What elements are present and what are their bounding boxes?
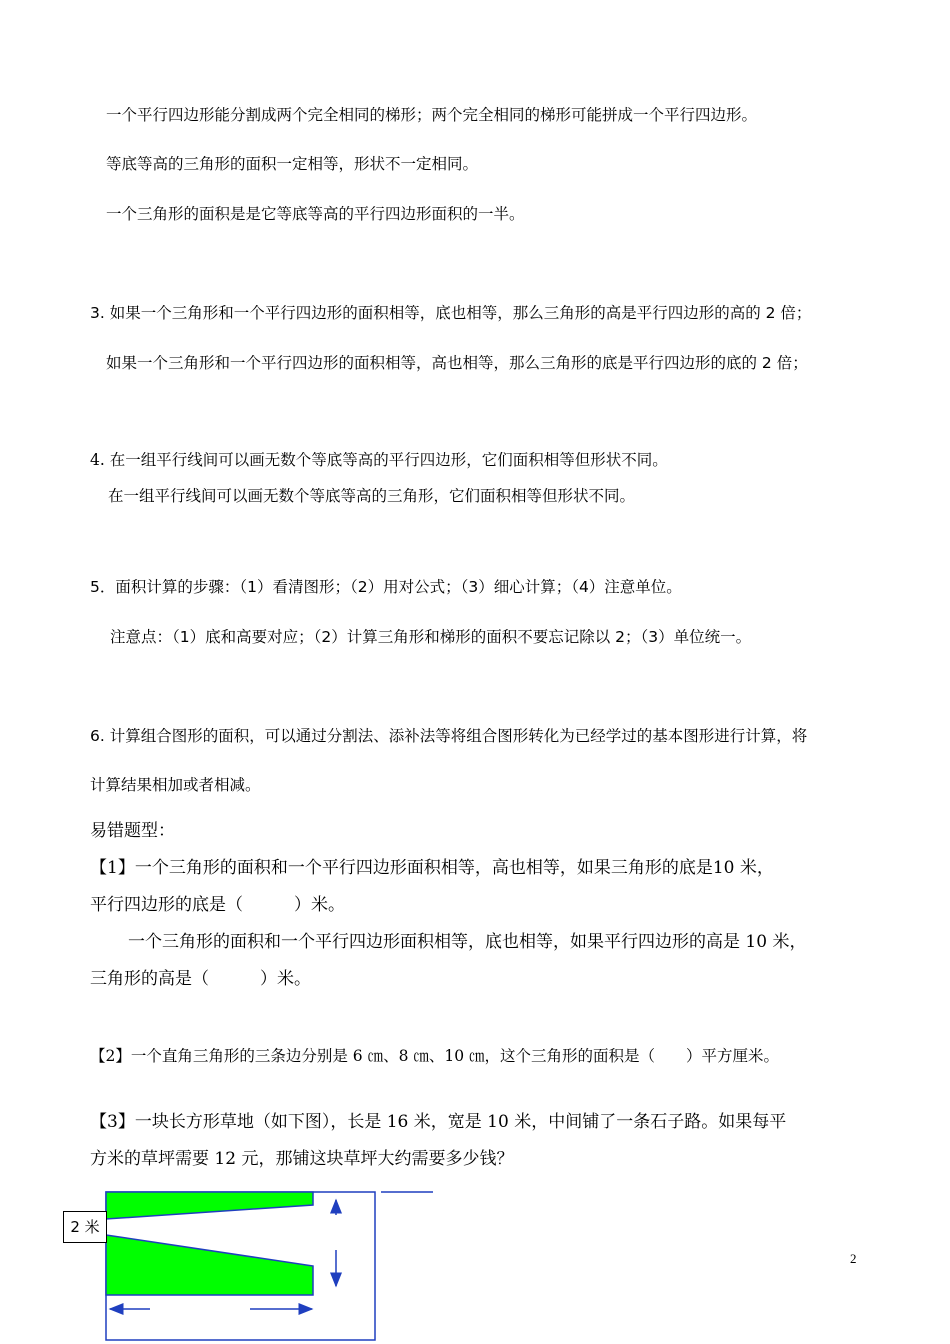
question-1-line2: 平行四边形的底是（ ）米。 — [90, 895, 345, 915]
question-3-line1: 【3】一块长方形草地（如下图），长是 16 米，宽是 10 米，中间铺了一条石子路。如果每平 — [90, 1112, 787, 1132]
question-3-line2: 方米的草坪需要 12 元，那铺这块草坪大约需要多少钱？ — [90, 1149, 514, 1169]
point-5-line2: 注意点：（1）底和高要对应；（2）计算三角形和梯形的面积不要忘记除以 2；（3）单位统一。 — [110, 628, 752, 646]
question-1-line1: 【1】一个三角形的面积和一个平行四边形面积相等，高也相等，如果三角形的底是10 米， — [90, 858, 774, 878]
point-3-line2: 如果一个三角形和一个平行四边形的面积相等，高也相等，那么三角形的底是平行四边形的底的 2 倍； — [106, 354, 808, 372]
point-4-line2: 在一组平行线间可以画无数个等底等高的三角形，它们面积相等但形状不同。 — [108, 487, 636, 505]
point-5-line1: 5．面积计算的步骤：（1）看清图形；（2）用对公式；（3）细心计算；（4）注意单位。 — [90, 578, 682, 596]
point-3-line1: 3. 如果一个三角形和一个平行四边形的面积相等，底也相等，那么三角形的高是平行四边形的高的 2 倍； — [90, 304, 812, 322]
path-width-label: 2 米 — [63, 1211, 107, 1243]
page-number: 2 — [850, 1251, 857, 1266]
statement-triangle-half: 一个三角形的面积是是它等底等高的平行四边形面积的一半。 — [106, 205, 525, 223]
question-1-line4: 三角形的高是（ ）米。 — [90, 969, 311, 989]
question-1-line3: 一个三角形的面积和一个平行四边形面积相等，底也相等，如果平行四边形的高是 10 米， — [128, 932, 807, 952]
statement-equal-triangles: 等底等高的三角形的面积一定相等，形状不一定相同。 — [106, 155, 479, 173]
question-2: 【2】一个直角三角形的三条边分别是 6 ㎝、8 ㎝、10 ㎝，这个三角形的面积是（ ）平方厘米。 — [90, 1047, 780, 1065]
point-6-line1: 6. 计算组合图形的面积，可以通过分割法、添补法等将组合图形转化为已经学过的基本图形进行计算，将 — [90, 727, 808, 745]
upper-grass — [106, 1192, 313, 1219]
point-6-line2: 计算结果相加或者相减。 — [90, 776, 261, 794]
statement-parallelogram-trapezoid: 一个平行四边形能分割成两个完全相同的梯形；两个完全相同的梯形可能拼成一个平行四边形。 — [106, 106, 758, 124]
errors-heading: 易错题型： — [90, 821, 175, 841]
point-4-line1: 4. 在一组平行线间可以画无数个等底等高的平行四边形，它们面积相等但形状不同。 — [90, 451, 668, 469]
lower-grass — [106, 1235, 313, 1295]
